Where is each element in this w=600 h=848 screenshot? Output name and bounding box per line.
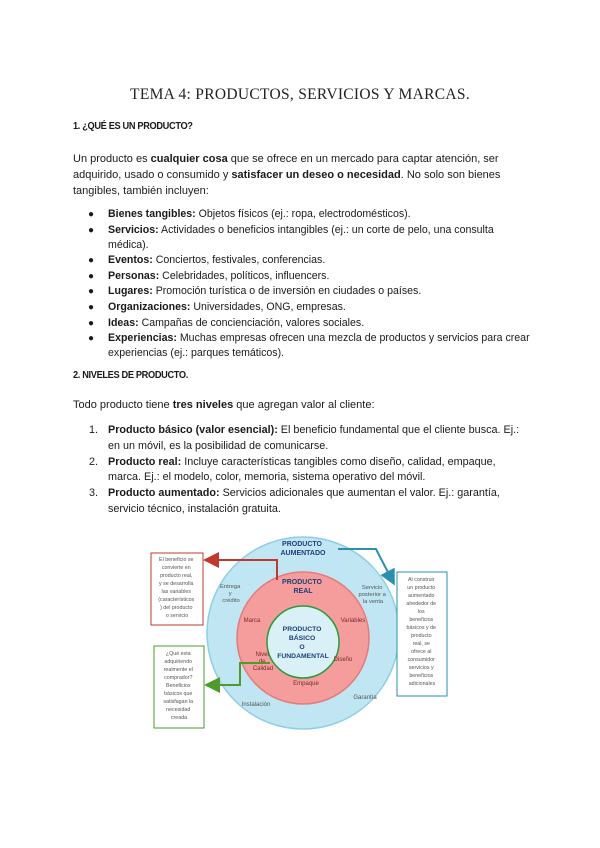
list-item: ● Experiencias: Muchas empresas ofrecen una mezcla de productos y servicios para crear experiencias (ej.: parques temáticos).	[88, 332, 530, 360]
label-variables: Variables	[340, 618, 366, 624]
label-garantia: Garantía	[353, 695, 377, 701]
product-levels-list	[73, 423, 528, 518]
label-marca: Marca	[243, 618, 261, 624]
section-1-intro: Un producto es cualquier cosa que se ofrece en un mercado para captar atención, ser adquirido, usado o consumido y satisfacer un deseo o necesidad. No solo son bienes tangibles, también incluyen:	[73, 153, 501, 197]
list-item: ● Ideas: Campañas de concienciación, valores sociales.	[88, 316, 365, 329]
left-bottom-box-text: ¿Qué esta adquiriendo realmente el comprador? Beneficios básicos que satisfagan la necesidad creada	[163, 651, 194, 721]
label-servicio: Servicio posterior a la venta	[358, 585, 386, 605]
left-top-box-text: El beneficio se convierte en producto real, y se desarrolla las variables (característicos ) del producto o servicio	[158, 557, 195, 619]
outer-title: PRODUCTO AUMENTADO	[280, 541, 326, 557]
list-item: ● Personas: Celebridades, políticos, influencers.	[88, 269, 330, 282]
label-nivel-calidad: Nivel de Calidad	[252, 652, 274, 672]
label-instalacion: Instalación	[241, 702, 271, 708]
product-levels-diagram	[140, 525, 460, 775]
right-box-text: Al construir un producto aumentado alrededor de los beneficios básicos y de producto real, se ofrece al consumidor servicios y beneficios adicionales	[406, 577, 437, 687]
product-types-list	[73, 207, 533, 362]
list-item: ● Organizaciones: Universidades, ONG, empresas.	[88, 300, 346, 313]
list-item: 3. Producto aumentado: Servicios adicionales que aumentan el valor. Ej.: garantía, servicio técnico, instalación gratuita.	[89, 487, 500, 515]
list-item: ● Lugares: Promoción turística o de inversión en ciudades o países.	[88, 285, 422, 298]
list-item: ● Eventos: Conciertos, festivales, conferencias.	[88, 254, 326, 267]
section-2-intro: Todo producto tiene tres niveles que agregan valor al cliente:	[73, 399, 375, 411]
page-title: TEMA 4: PRODUCTOS, SERVICIOS Y MARCAS.	[130, 86, 470, 103]
inner-title: PRODUCTO BÁSICO O FUNDAMENTAL	[277, 626, 329, 660]
middle-title: PRODUCTO REAL	[282, 579, 322, 595]
section-2-heading: 2. NIVELES DE PRODUCTO.	[73, 369, 188, 381]
inner-circle	[267, 606, 339, 678]
list-item: ● Bienes tangibles: Objetos físicos (ej.: ropa, electrodomésticos).	[88, 208, 411, 220]
section-1-heading: 1. ¿QUÉ ES UN PRODUCTO?	[73, 120, 193, 132]
label-diseno: Diseño	[333, 657, 353, 663]
list-item: 1. Producto básico (valor esencial): El beneficio fundamental que el cliente busca. Ej.: en un móvil, es la posibilidad de comunicarse.	[89, 424, 520, 452]
label-entrega: Entrega y crédito	[220, 584, 241, 604]
label-empaque: Empaque	[293, 681, 319, 687]
list-item: 2. Producto real: Incluye características tangibles como diseño, calidad, empaque, marca. Ej.: el modelo, color, memoria, sistema operativo del móvil.	[89, 455, 496, 483]
list-item: ● Servicios: Actividades o beneficios intangibles (ej.: un corte de pelo, una consulta médica).	[88, 223, 494, 251]
